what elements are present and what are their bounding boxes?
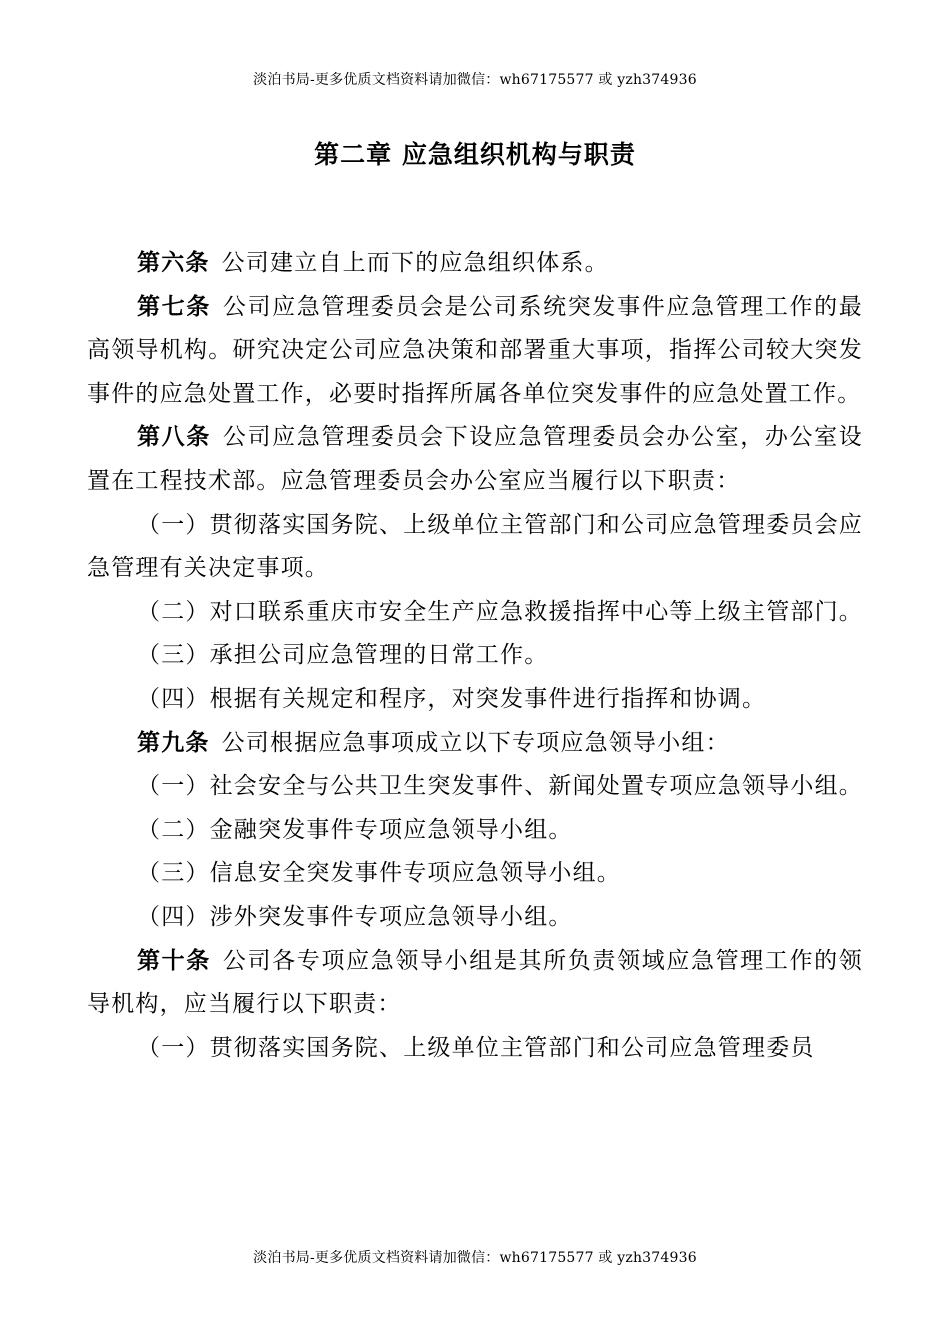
article-label: 第九条 [137,729,210,756]
article-label: 第十条 [137,947,211,974]
page-footer: 淡泊书局-更多优质文档资料请加微信：wh67175577 或 yzh374936 [253,1250,697,1266]
list-item: （二）对口联系重庆市安全生产应急救援指挥中心等上级主管部门。 [137,598,863,625]
list-item: （一）贯彻落实国务院、上级单位主管部门和公司应急管理委员会应急管理有关决定事项。 [87,511,863,582]
list-item: （一）社会安全与公共卫生突发事件、新闻处置专项应急领导小组。 [137,773,863,800]
chapter-title: 第二章 应急组织机构与职责 [314,140,636,169]
article-7 [87,286,863,417]
article-8 [87,416,863,503]
article-label: 第七条 [137,293,211,320]
article-label: 第八条 [137,424,211,451]
article-9 [87,722,863,766]
article-text: 公司应急管理委员会下设应急管理委员会办公室，办公室设置在工程技术部。应急管理委员会办公室应当履行以下职责： [87,424,863,494]
article-text: 公司各专项应急领导小组是其所负责领域应急管理工作的领导机构，应当履行以下职责： [87,947,863,1018]
article-6 [87,242,863,286]
article-text: 公司应急管理委员会是公司系统突发事件应急管理工作的最高领导机构。研究决定公司应急决策和部署重大事项，指挥公司较大突发事件的应急处置工作，必要时指挥所属各单位突发事件的应急处置工作。 [87,293,863,407]
article-label: 第六条 [137,250,210,276]
page-header: 淡泊书局-更多优质文档资料请加微信：wh67175577 或 yzh374936 [253,72,697,88]
article-text: 公司建立自上而下的应急组织体系。 [221,250,609,276]
list-item: （三）承担公司应急管理的日常工作。 [137,642,549,669]
list-item: （四）涉外突发事件专项应急领导小组。 [137,903,573,930]
list-item: （三）信息安全突发事件专项应急领导小组。 [137,860,621,887]
article-10 [87,940,863,1027]
list-item: （一）贯彻落实国务院、上级单位主管部门和公司应急管理委员 [137,1034,815,1061]
document-body [87,242,863,1070]
list-item: （四）根据有关规定和程序，对突发事件进行指挥和协调。 [137,685,767,712]
article-text: 公司根据应急事项成立以下专项应急领导小组： [221,729,730,756]
list-item: （二）金融突发事件专项应急领导小组。 [137,816,573,843]
